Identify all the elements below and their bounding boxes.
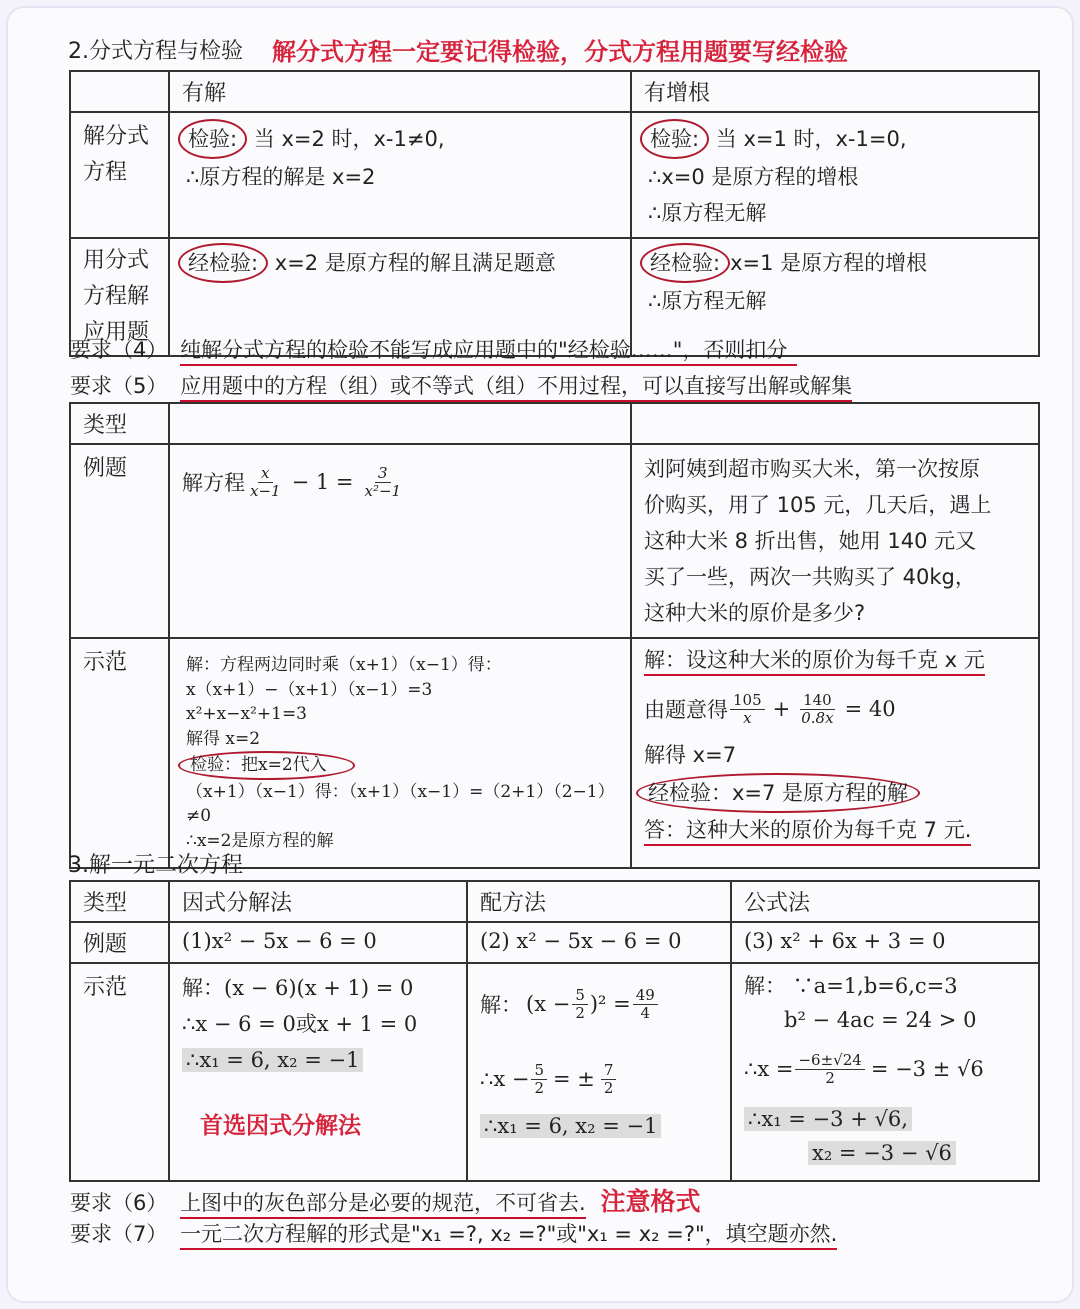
type-label-cell: 类型	[70, 403, 169, 444]
example-equation-cell: 解方程 $\frac{x}{x-1}$ − 1 = $\frac{3}{\text{x²−1}}$	[169, 444, 631, 638]
section2-title: 2.分式方程与检验	[68, 39, 243, 64]
req7: 要求（7） 一元二次方程解的形式是"x₁ =?, x₂ =?"或"x₁ = x₂ =?"，填空题亦然.	[70, 1218, 837, 1248]
check-mark-circle: 检验:	[178, 119, 247, 159]
fraction: $\frac{5}{2}$	[572, 987, 588, 1021]
fraction: $\frac{105}{x}$	[730, 692, 765, 726]
q-example-2: (2) x² − 5x − 6 = 0	[467, 922, 731, 963]
q-col-formula: 公式法	[731, 881, 1039, 922]
gray-required-format: ∴x₁ = −3 + √6,	[744, 1107, 912, 1131]
q-col-factoring: 因式分解法	[169, 881, 467, 922]
fraction: $\frac{x}{x-1}$	[250, 464, 281, 500]
format-note: 注意格式	[600, 1187, 701, 1216]
demo-word-problem-cell: 解：设这种大米的原价为每千克 x 元 由题意得 $\frac{105}{x}$ + $\frac{140}{0.8x}$ = 40 解得 x=7 经检验：x=7 是原方程的解 答：这种大米的原价为每千克 7 元.	[631, 638, 1039, 868]
cell-word-extraneous: 经检验: x=1 是原方程的增根 ∴原方程无解	[631, 238, 1039, 356]
fraction: $\frac{49}{4}$	[633, 987, 658, 1021]
q-demo-formula: 解： ∵a=1,b=6,c=3 b² − 4ac = 24 > 0 ∴x = $\frac{-6\pm√24}{2}$ = −3 ± √6 ∴x₁ = −3 + √6, x₂ = −3 − √6	[731, 963, 1039, 1181]
check-mark-circle: 经检验:	[178, 243, 268, 283]
header-has-solution: 有解	[169, 71, 631, 112]
q-demo-label: 示范	[70, 963, 169, 1181]
fraction: $\frac{5}{2}$	[531, 1062, 547, 1096]
req5: 要求（5） 应用题中的方程（组）或不等式（组）不用过程，可以直接写出解或解集	[70, 370, 852, 400]
check-mark-circle: 检验：把x=2代入	[178, 751, 355, 780]
q-example-3: (3) x² + 6x + 3 = 0	[731, 922, 1039, 963]
demo-equation-cell: 解：方程两边同时乘（x+1）（x−1）得： x（x+1）−（x+1）（x−1）=3 x²+x−x²+1=3 解得 x=2 检验：把x=2代入 （x+1）（x−1）得：（x+1）（x−1）=（2+1）（2−1）≠0 ∴x=2是原方程的解	[169, 638, 631, 868]
fraction: $\frac{140}{0.8x}$	[801, 691, 834, 727]
fraction: $\frac{-6\pm√24}{2}$	[795, 1052, 864, 1086]
check-mark-circle: 检验:	[640, 119, 709, 159]
q-example-1: (1)x² − 5x − 6 = 0	[169, 922, 467, 963]
verification-table	[69, 70, 1040, 357]
cell-word-has-solution: 经检验: x=2 是原方程的解且满足题意	[169, 238, 631, 356]
gray-required-format: x₂ = −3 − √6	[808, 1141, 956, 1165]
section2-note: 解分式方程一定要记得检验，分式方程用题要写经检验	[272, 38, 848, 66]
q-demo-completing-square: 解： (x − $\frac{5}{2}$ )² = $\frac{49}{4}$ ∴x − $\frac{5}{2}$ = ± $\frac{7}{2}$ ∴x₁ = 6, x₂ = −1	[467, 963, 731, 1181]
check-mark-circle: 经检验：x=7 是原方程的解	[636, 773, 920, 813]
fraction: $\frac{3}{\text{x²−1}}$	[364, 464, 402, 500]
header-empty	[70, 71, 169, 112]
example-label-cell: 例题	[70, 444, 169, 638]
check-mark-circle: 经检验:	[640, 243, 730, 283]
type-empty-1	[169, 403, 631, 444]
example-table	[69, 402, 1040, 869]
type-empty-2	[631, 403, 1039, 444]
q-demo-factoring: 解：(x − 6)(x + 1) = 0 ∴x − 6 = 0或x + 1 = 0 ∴x₁ = 6, x₂ = −1 首选因式分解法	[169, 963, 467, 1181]
req6: 要求（6） 上图中的灰色部分是必要的规范，不可省去. 注意格式	[70, 1182, 700, 1218]
cell-solve-has-solution: 检验: 当 x=2 时，x-1≠0, ∴原方程的解是 x=2	[169, 112, 631, 238]
row-label-solve-equation: 解分式 方程	[70, 112, 169, 238]
q-example-label: 例题	[70, 922, 169, 963]
quadratic-table	[69, 880, 1040, 1182]
demo-label-cell: 示范	[70, 638, 169, 868]
section3-title: 3.解一元二次方程	[68, 853, 243, 878]
cell-solve-extraneous: 检验: 当 x=1 时，x-1=0, ∴x=0 是原方程的增根 ∴原方程无解	[631, 112, 1039, 238]
example-word-problem-cell: 刘阿姨到超市购买大米，第一次按原 价购买，用了 105 元，几天后，遇上 这种大米 8 折出售，她用 140 元又 买了一些，两次一共购买了 40kg， 这种大米的原价是多少?	[631, 444, 1039, 638]
q-col-completing-square: 配方法	[467, 881, 731, 922]
factoring-preferred-note: 首选因式分解法	[200, 1112, 361, 1139]
header-extraneous-root: 有增根	[631, 71, 1039, 112]
fraction: $\frac{7}{2}$	[601, 1062, 617, 1096]
gray-required-format: ∴x₁ = 6, x₂ = −1	[182, 1048, 363, 1072]
row-label-word-problem: 用分式 方程解 应用题	[70, 238, 169, 356]
gray-required-format: ∴x₁ = 6, x₂ = −1	[480, 1114, 661, 1138]
q-type-label: 类型	[70, 881, 169, 922]
req4: 要求（4） 纯解分式方程的检验不能写成应用题中的"经检验……"，否则扣分	[70, 334, 797, 364]
